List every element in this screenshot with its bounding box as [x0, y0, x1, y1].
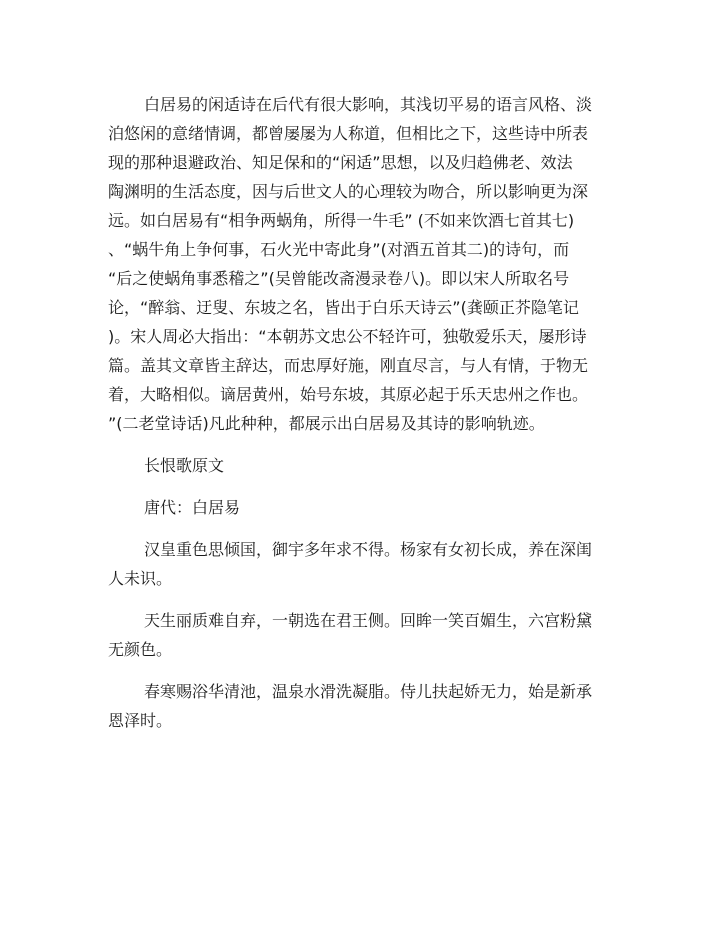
- paragraph-spacer: [108, 664, 614, 677]
- text-line: 着，大略相似。谪居黄州，始号东坡，其原必起于乐天忠州之作也。: [108, 385, 589, 404]
- text-line: “后之使蜗角事悉稽之”(吴曾能改斋漫录卷八)。即以宋人所取名号: [108, 269, 570, 288]
- text-line: 人未识。: [108, 569, 173, 588]
- paragraph-spacer: [108, 438, 614, 451]
- text-line: 论，“醉翁、迂叟、东坡之名，皆出于白乐天诗云”(龚颐正芥隐笔记: [108, 298, 579, 317]
- text-line: )。宋人周必大指出：“本朝苏文忠公不轻许可，独敬爱乐天，屡形诗: [108, 327, 587, 346]
- poem-stanza: [108, 535, 614, 593]
- text-line: 天生丽质难自弃，一朝选在君王侧。回眸一笑百媚生，六宫粉黛: [144, 611, 593, 630]
- text-line: 无颜色。: [108, 640, 173, 659]
- text-line: 篇。盖其文章皆主辞达，而忠厚好施，刚直尽言，与人有情，于物无: [108, 356, 589, 375]
- poem-author: 唐代：白居易: [144, 498, 241, 517]
- text-line: 恩泽时。: [108, 711, 173, 730]
- text-line: 陶渊明的生活态度，因与后世文人的心理较为吻合，所以影响更为深: [108, 182, 589, 201]
- text-line: 泊悠闲的意绪情调，都曾屡屡为人称道，但相比之下，这些诗中所表: [108, 124, 589, 143]
- poem-stanza: [108, 606, 614, 664]
- text-line: 春寒赐浴华清池，温泉水滑洗凝脂。侍儿扶起娇无力，始是新承: [144, 682, 593, 701]
- text-line: 现的那种退避政治、知足保和的“闲适”思想，以及归趋佛老、效法: [108, 153, 573, 172]
- paragraph-spacer: [108, 593, 614, 606]
- paragraph-spacer: [108, 522, 614, 535]
- poem-title: 长恨歌原文: [144, 456, 225, 475]
- document-body: [108, 90, 614, 735]
- intro-paragraph: [108, 90, 614, 438]
- text-line: 白居易的闲适诗在后代有很大影响，其浅切平易的语言风格、淡: [144, 95, 593, 114]
- paragraph-spacer: [108, 480, 614, 493]
- text-line: 远。如白居易有“相争两蜗角，所得一牛毛” (不如来饮酒七首其七): [108, 211, 575, 230]
- text-line: 汉皇重色思倾国，御宇多年求不得。杨家有女初长成，养在深闺: [144, 540, 593, 559]
- text-line: ”(二老堂诗话)凡此种种，都展示出白居易及其诗的影响轨迹。: [108, 414, 545, 433]
- text-line: 、“蜗牛角上争何事，石火光中寄此身”(对酒五首其二)的诗句，而: [108, 240, 570, 259]
- poem-stanza: [108, 677, 614, 735]
